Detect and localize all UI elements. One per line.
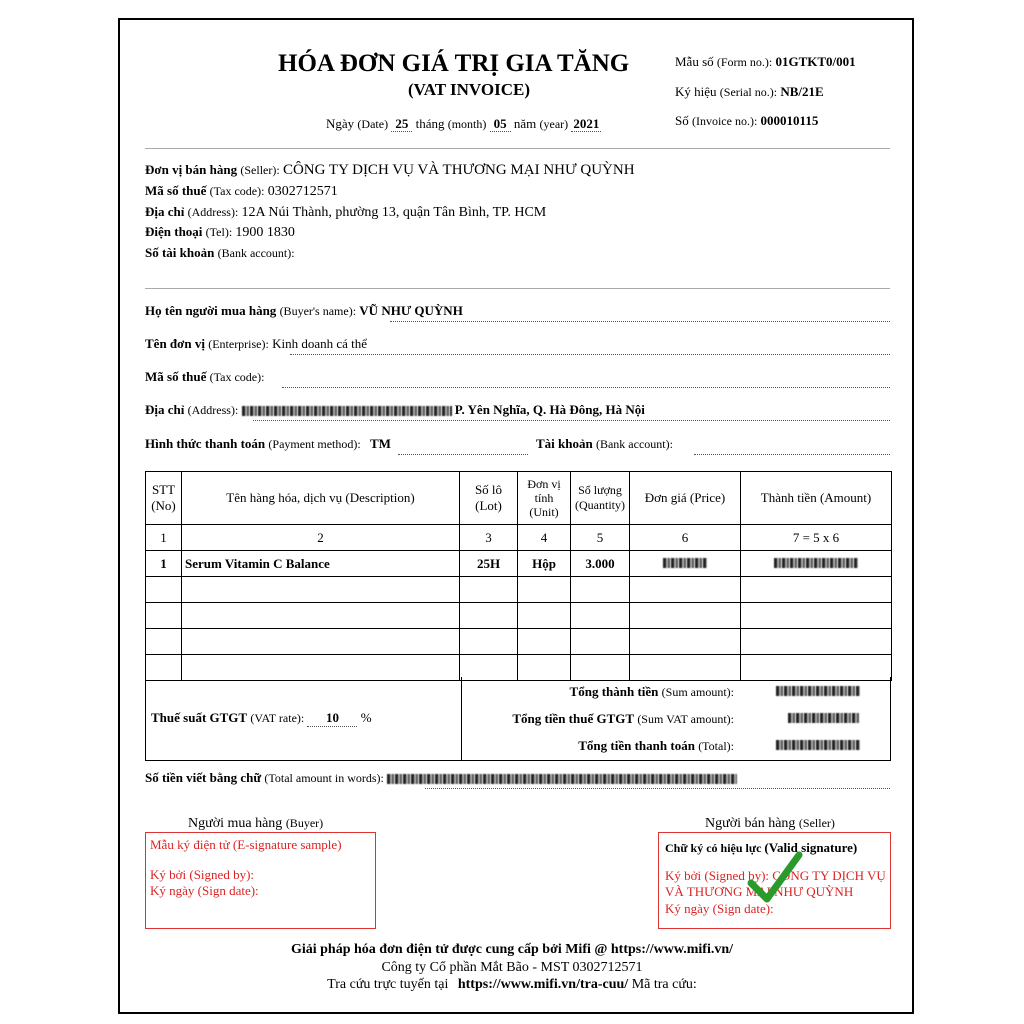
account-line: [536, 436, 673, 452]
footer-company: Công ty Cổ phần Mắt Bão - MST 0302712571: [381, 960, 643, 975]
seller-address-label-en: (Address):: [187, 205, 239, 219]
buyer-enterprise-label-en: (Enterprise):: [208, 337, 269, 351]
row-price: [630, 551, 741, 577]
seller-tax-line: [145, 183, 338, 200]
payment-line: [145, 436, 391, 452]
form-label-en: (Form no.):: [716, 55, 773, 69]
sum-amount-line: [570, 684, 734, 700]
seller-name-label-en: (Seller):: [240, 163, 280, 177]
buyer-title-en: (Buyer): [285, 816, 324, 830]
seller-name: CÔNG TY DỊCH VỤ VÀ THƯƠNG MẠI NHƯ QUỲNH: [282, 162, 635, 178]
seller-signature-title: [705, 816, 835, 832]
valid-signature-label: Chữ ký có hiệu lực (Valid signature): [665, 840, 858, 855]
buyer-signed-by: Ký bởi (Signed by):: [150, 867, 255, 882]
redacted-address: [242, 406, 452, 416]
invoice-number-line: [675, 113, 818, 129]
seller-tel-line: [145, 224, 295, 241]
account-label: Tài khoản: [536, 436, 593, 451]
seller-address: 12A Núi Thành, phường 13, quận Tân Bình, TP. HCM: [241, 205, 547, 220]
col-number: 6: [630, 525, 741, 551]
empty-cell: [460, 603, 518, 629]
seller-tel-label-en: (Tel):: [205, 225, 233, 239]
table-row: [146, 577, 892, 603]
dotted-line: [425, 788, 890, 789]
vat-rate-label-en: (VAT rate):: [250, 711, 305, 725]
col-number: 1: [146, 525, 182, 551]
buyer-tax-line: [145, 369, 264, 385]
total-line: [578, 738, 734, 754]
seller-address-line: [145, 204, 546, 221]
divider: [145, 288, 890, 289]
empty-cell: [630, 603, 741, 629]
seller-bank-label-en: (Bank account):: [217, 246, 295, 260]
buyer-title: Người mua hàng: [188, 816, 283, 831]
seller-sign-date: Ký ngày (Sign date):: [665, 901, 774, 916]
serial-label-en: (Serial no.):: [719, 85, 778, 99]
header-amount: Thành tiền (Amount): [741, 472, 892, 525]
empty-cell: [741, 629, 892, 655]
payment-label: Hình thức thanh toán: [145, 436, 266, 451]
words-label: Số tiền viết bằng chữ: [145, 770, 262, 785]
empty-cell: [146, 603, 182, 629]
serial-number: NB/21E: [780, 84, 824, 99]
date-year: 2021: [573, 116, 600, 131]
empty-cell: [630, 577, 741, 603]
seller-title: Người bán hàng: [705, 816, 796, 831]
row-lot: 25H: [460, 551, 518, 577]
table-row: [146, 629, 892, 655]
buyer-sign-date: Ký ngày (Sign date):: [150, 883, 259, 898]
buyer-address-line: [145, 402, 645, 418]
row-description: Serum Vitamin C Balance: [182, 551, 460, 577]
col-number: 7 = 5 x 6: [741, 525, 892, 551]
buyer-name-label-en: (Buyer's name):: [279, 304, 357, 318]
buyer-address-label-en: (Address):: [187, 403, 239, 417]
seller-name-label: Đơn vị bán hàng: [145, 162, 238, 177]
buyer-address-visible: P. Yên Nghĩa, Q. Hà Đông, Hà Nội: [454, 402, 645, 417]
dotted-line: [390, 321, 890, 322]
empty-cell: [741, 603, 892, 629]
invoice-title: HÓA ĐƠN GIÁ TRỊ GIA TĂNG: [278, 50, 630, 77]
empty-cell: [571, 577, 630, 603]
invoice-subtitle: (VAT INVOICE): [408, 80, 530, 99]
buyer-enterprise-label: Tên đơn vị: [145, 336, 205, 351]
vat-amount-label: Tổng tiền thuế GTGT: [512, 711, 635, 726]
payment-label-en: (Payment method):: [268, 437, 361, 451]
empty-cell: [182, 603, 460, 629]
empty-cell: [518, 577, 571, 603]
buyer-name-label: Họ tên người mua hàng: [145, 303, 277, 318]
empty-cell: [460, 629, 518, 655]
buyer-enterprise: Kinh doanh cá thể: [272, 336, 368, 351]
amount-in-words-line: [145, 770, 737, 786]
row-unit: Hộp: [518, 551, 571, 577]
footer-provider: Giải pháp hóa đơn điện tử được cung cấp bởi Mifi @ https://www.mifi.vn/: [290, 942, 734, 957]
empty-cell: [182, 629, 460, 655]
buyer-sample-label: Mẫu ký điện tử (E-signature sample): [150, 837, 342, 852]
month-label-en: (month): [447, 117, 487, 131]
date-day: 25: [391, 116, 412, 132]
lookup-code-label: Mã tra cứu:: [631, 977, 697, 992]
empty-cell: [741, 577, 892, 603]
header-lot: Số lô (Lot): [460, 472, 518, 525]
divider: [145, 148, 890, 149]
seller-signed-by: Ký bởi (Signed by): CÔNG TY DỊCH VỤ: [665, 868, 886, 883]
buyer-tax-label: Mã số thuế: [145, 369, 207, 384]
invoice-label-en: (Invoice no.):: [691, 114, 758, 128]
row-quantity: 3.000: [571, 551, 630, 577]
year-label: năm: [513, 116, 537, 131]
sum-amount-label: Tổng thành tiền: [569, 684, 659, 699]
buyer-signature-title: [188, 816, 323, 832]
account-label-en: (Bank account):: [595, 437, 673, 451]
total-label: Tổng tiền thanh toán: [578, 738, 695, 753]
buyer-enterprise-line: [145, 336, 367, 352]
seller-title-en: (Seller): [798, 816, 835, 830]
invoice-label: Số: [675, 113, 689, 128]
empty-cell: [630, 629, 741, 655]
col-number: 3: [460, 525, 518, 551]
col-number: 5: [571, 525, 630, 551]
header-description: Tên hàng hóa, dịch vụ (Description): [182, 472, 460, 525]
lookup-prefix: Tra cứu trực tuyến tại: [327, 977, 449, 992]
empty-cell: [460, 577, 518, 603]
check-icon: [747, 849, 803, 909]
redacted-total: [776, 740, 860, 750]
form-number-line: [675, 54, 856, 70]
payment-method: TM: [369, 436, 391, 451]
empty-cell: [518, 603, 571, 629]
redacted-vat: [788, 713, 860, 723]
percent-sign: %: [360, 710, 372, 725]
vat-amount-label-en: (Sum VAT amount):: [637, 712, 734, 726]
header-quantity: Số lượng (Quantity): [571, 472, 630, 525]
empty-cell: [518, 629, 571, 655]
date-line: [326, 116, 601, 132]
seller-address-label: Địa chỉ: [145, 204, 185, 219]
seller-bank-line: [145, 245, 295, 261]
buyer-tax-label-en: (Tax code):: [209, 370, 265, 384]
buyer-name: VŨ NHƯ QUỲNH: [359, 303, 463, 318]
lookup-link[interactable]: https://www.mifi.vn/tra-cuu/: [457, 977, 629, 992]
empty-cell: [182, 577, 460, 603]
sum-amount-label-en: (Sum amount):: [661, 685, 734, 699]
empty-cell: [571, 629, 630, 655]
seller-tax-label: Mã số thuế: [145, 183, 207, 198]
date-label: Ngày: [326, 116, 355, 131]
date-month: 05: [490, 116, 511, 132]
col-number: 4: [518, 525, 571, 551]
invoice-number: 000010115: [760, 113, 819, 128]
dotted-line: [694, 454, 890, 455]
vat-rate-line: [151, 710, 372, 727]
summary-divider: [461, 677, 462, 761]
table-header-row: [146, 472, 892, 525]
seller-bank-label: Số tài khoản: [145, 245, 215, 260]
buyer-address-label: Địa chỉ: [145, 402, 185, 417]
seller-signed-by-2: VÀ THƯƠNG MẠI NHƯ QUỲNH: [665, 884, 854, 899]
words-label-en: (Total amount in words):: [264, 771, 384, 785]
serial-line: [675, 84, 824, 100]
serial-label: Ký hiệu: [675, 84, 717, 99]
dotted-line: [253, 420, 890, 421]
year-label-en: (year): [539, 117, 569, 131]
seller-tax-label-en: (Tax code):: [209, 184, 265, 198]
vat-amount-line: [512, 711, 734, 727]
seller-name-line: [145, 162, 635, 179]
empty-cell: [146, 629, 182, 655]
empty-cell: [146, 577, 182, 603]
month-label: tháng: [415, 116, 445, 131]
items-table: [145, 471, 892, 681]
vat-rate: 10: [307, 710, 357, 727]
seller-signature-box: [658, 832, 891, 929]
form-number: 01GTKT0/001: [775, 54, 856, 69]
footer-lookup: [0, 977, 1024, 993]
header-unit: Đơn vị tính (Unit): [518, 472, 571, 525]
redacted-sum: [776, 686, 860, 696]
header-price: Đơn giá (Price): [630, 472, 741, 525]
dotted-line: [290, 354, 890, 355]
vat-rate-label: Thuế suất GTGT: [151, 710, 248, 725]
seller-tel-label: Điện thoại: [145, 224, 203, 239]
row-no: 1: [146, 551, 182, 577]
date-label-en: (Date): [357, 117, 389, 131]
seller-tel: 1900 1830: [235, 225, 295, 240]
table-row: [146, 551, 892, 577]
row-amount: [741, 551, 892, 577]
empty-cell: [571, 603, 630, 629]
header-no: STT (No): [146, 472, 182, 525]
dotted-line: [398, 454, 528, 455]
buyer-name-line: [145, 303, 463, 319]
table-row: [146, 603, 892, 629]
column-number-row: [146, 525, 892, 551]
total-label-en: (Total):: [698, 739, 734, 753]
form-label: Mẫu số: [675, 54, 714, 69]
dotted-line: [282, 387, 890, 388]
seller-tax-code: 0302712571: [267, 184, 338, 199]
redacted-words: [387, 774, 737, 784]
buyer-signature-box: [145, 832, 376, 929]
col-number: 2: [182, 525, 460, 551]
